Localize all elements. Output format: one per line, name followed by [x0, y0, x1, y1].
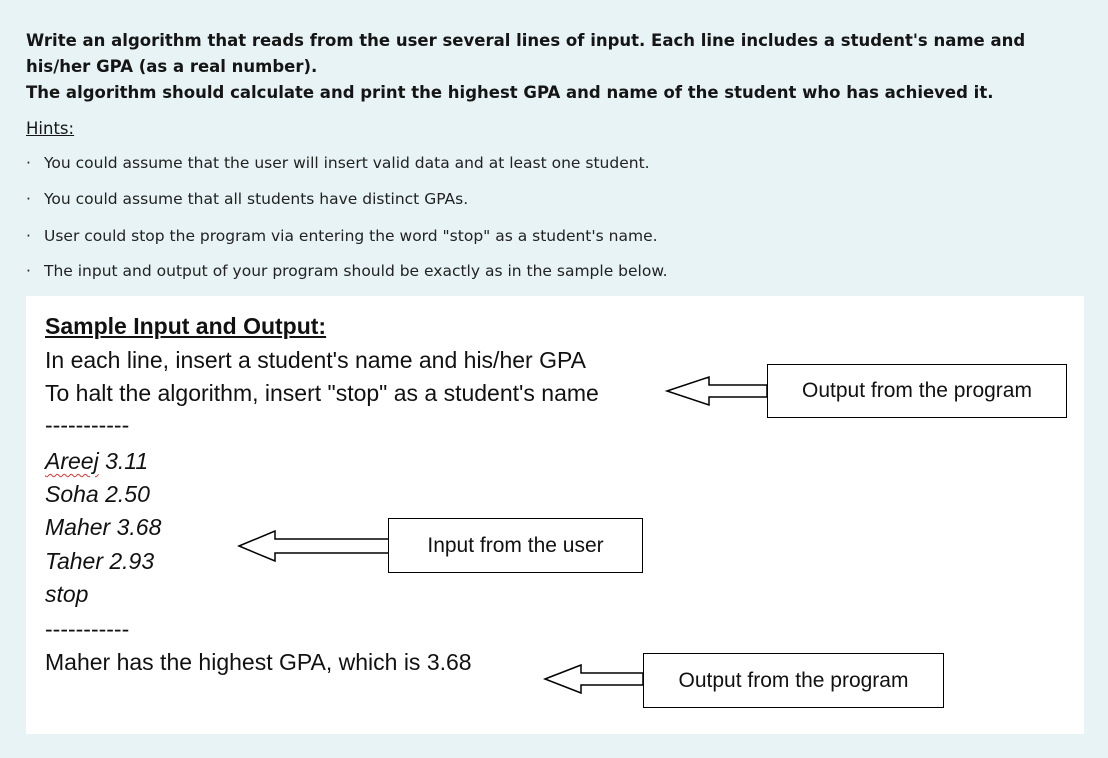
arrow-left-icon	[544, 661, 644, 697]
arrow-left-icon	[666, 374, 768, 408]
problem-statement	[26, 28, 1086, 106]
input-name: Maher	[45, 514, 111, 540]
stop-line: stop	[45, 581, 89, 607]
hint-item	[26, 262, 668, 280]
result-line: Maher has the highest GPA, which is 3.68	[45, 649, 472, 675]
input-label: Input from the user	[388, 518, 643, 573]
input-line	[45, 548, 154, 575]
input-line	[45, 514, 161, 541]
hint-text: The input and output of your program should be exactly as in the sample below.	[44, 262, 668, 280]
output-label-bottom: Output from the program	[643, 653, 944, 708]
separator-line: -----------	[45, 616, 130, 642]
hint-text: User could stop the program via entering the word "stop" as a student's name.	[44, 227, 658, 245]
input-line	[45, 448, 148, 475]
bullet-icon: ·	[26, 227, 31, 245]
input-line	[45, 481, 150, 508]
input-name: Taher	[45, 548, 103, 574]
input-gpa: 2.50	[105, 481, 150, 507]
hint-text: You could assume that the user will insert valid data and at least one student.	[44, 154, 650, 172]
bullet-icon: ·	[26, 190, 31, 208]
output-label-top: Output from the program	[767, 364, 1067, 418]
arrow-left-icon	[238, 526, 390, 566]
hint-item	[26, 154, 650, 172]
hint-item	[26, 190, 468, 208]
problem-statement-line-1: Write an algorithm that reads from the user several lines of input. Each line includes a student's name and his/her GPA (as a real number).	[26, 31, 1026, 76]
bullet-icon: ·	[26, 154, 31, 172]
bullet-icon: ·	[26, 262, 31, 280]
sample-io-panel	[26, 296, 1084, 734]
problem-statement-line-2: The algorithm should calculate and print the highest GPA and name of the student who has achieved it.	[26, 83, 994, 102]
prompt-line-1: In each line, insert a student's name and his/her GPA	[45, 347, 586, 373]
input-gpa: 3.11	[105, 448, 149, 474]
hints-title: Hints:	[26, 119, 75, 138]
input-name: Areej	[45, 448, 99, 474]
prompt-line-2: To halt the algorithm, insert "stop" as a student's name	[45, 380, 599, 406]
sample-title: Sample Input and Output:	[45, 313, 327, 339]
separator-line: -----------	[45, 412, 130, 438]
hint-text: You could assume that all students have distinct GPAs.	[44, 190, 469, 208]
input-gpa: 3.68	[116, 514, 162, 540]
hint-item	[26, 227, 658, 245]
input-name: Soha	[45, 481, 99, 507]
input-gpa: 2.93	[109, 548, 155, 574]
